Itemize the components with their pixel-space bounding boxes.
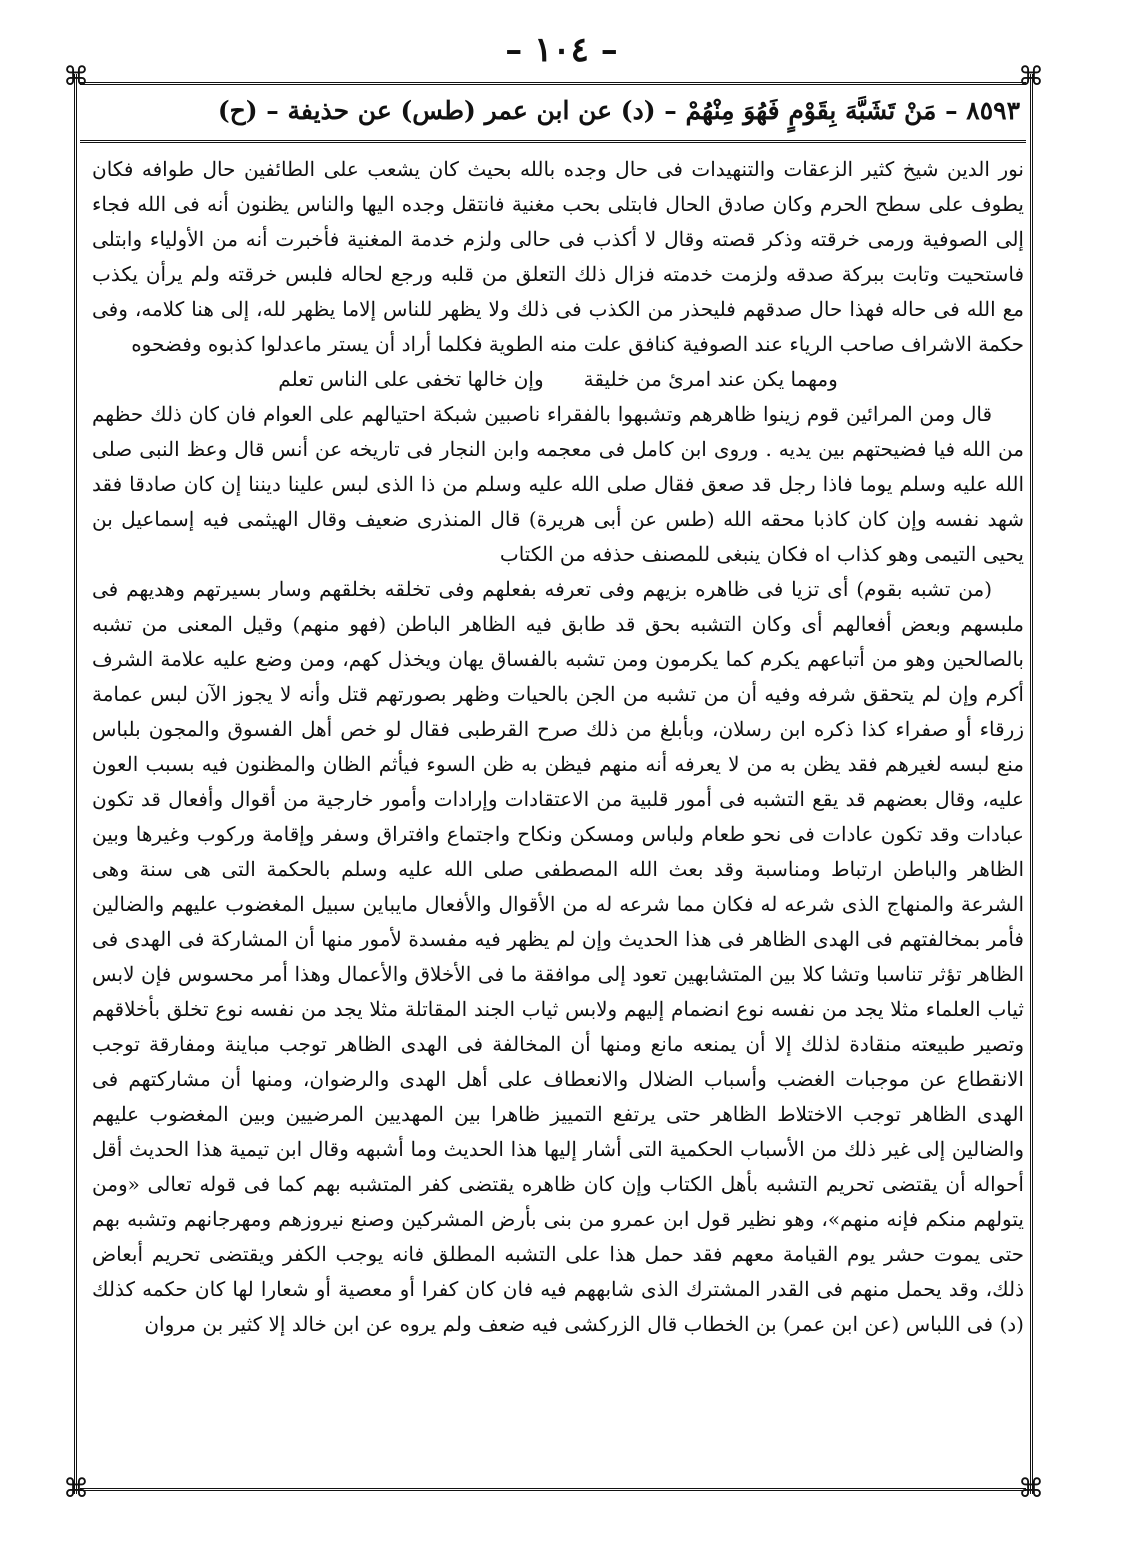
commentary-body [92, 152, 1024, 1342]
commentary-paragraph: قال ومن المرائين قوم زينوا ظاهرهم وتشبهوا بالفقراء ناصبين شبكة احتيالهم على العوام فان كان ذلك حظهم من الله فيا فضيحتهم بين يديه . وروى ابن كامل فى معجمه وابن النجار فى تاريخه عن أنس قال وعظ النبى صلى الله عليه وسلم يوما فاذا رجل قد صعق فقال صلى الله عليه وسلم من ذا الذى لبس علينا ديننا إن كان صادقا فقد شهد نفسه وإن كان كاذبا محقه الله (طس عن أبى هريرة) قال المنذرى ضعيف وقال الهيثمى فيه إسماعيل بن يحيى التيمى وهو كذاب اه فكان ينبغى للمصنف حذفه من الكتاب [92, 402, 1024, 566]
poetry-verse [92, 362, 1024, 397]
commentary-paragraph: نور الدين شيخ كثير الزعقات والتنهيدات فى حال وجده بالله بحيث كان يشعب على الطائفين حال طوافه فكان يطوف على سطح الحرم وكان صادق الحال فابتلى بحب مغنية فانتقل وجده اليها والناس يظنون أنه فى الله فجاء إلى الصوفية ورمى خرقته وذكر قصته وقال لا أكذب فى حالى ولزم خدمة المغنية فأخبرت أنه من الأولياء وابتلى فاستحيت وتابت ببركة صدقه ولزمت خدمته فزال ذلك التعلق من قلبه ورجع لحاله فلبس خرقته ولم يرأن يكذب مع الله فى حاله فهذا حال صدقهم فليحذر من الكذب فى ذلك ولا يظهر للناس إلاما يظهر لله، إلى هنا كلامه، وفى حكمة الاشراف صاحب الرياء عند الصوفية كنافق علت منه الطوية فكلما أراد أن يستر ماعدلوا كذبوه وفضحوه [92, 157, 1025, 356]
corner-ornament-icon: ⌘ [1018, 1474, 1044, 1504]
verse-first-hemistich: ومهما يكن عند امرئ من خليقة [583, 367, 838, 391]
verse-second-hemistich: وإن خالها تخفى على الناس تعلم [278, 367, 544, 391]
top-rule [80, 82, 1026, 88]
commentary-paragraph: (من تشبه بقوم) أى تزيا فى ظاهره بزيهم وفى تعرفه بفعلهم وفى تخلقه بخلقهم وسار بسيرتهم وهديهم فى ملبسهم وبعض أفعالهم أى وكان التشبه بحق قد طابق فيه الظاهر الباطن (فهو منهم) وقيل المعنى من تشبه بالصالحين وهو من أتباعهم يكرم كما يكرمون ومن تشبه بالفساق يهان ويخذل كهم، ومن وضع عليه علامة الشرف أكرم وإن لم يتحقق شرفه وفيه أن من تشبه من الجن بالحيات وظهر بصورتهم قتل وأنه لا يجوز الآن لبس عمامة زرقاء أو صفراء كذا ذكره ابن رسلان، وبأبلغ من ذلك صرح القرطبى فقال لو خص أهل الفسوق والمجون بلباس منع لبسه لغيرهم فقد يظن به من لا يعرفه أنه منهم فيظن به ظن السوء فيأثم الظان والمظنون فيه بسبب العون عليه، وقال بعضهم قد يقع التشبه فى أمور قلبية من الاعتقادات وإرادات وأمور خارجية من أقوال وأفعال قد تكون عبادات وقد تكون عادات فى نحو طعام ولباس ومسكن ونكاح واجتماع وافتراق وسفر وإقامة وركوب وغيرها وبين الظاهر والباطن ارتباط ومناسبة وقد بعث الله المصطفى صلى الله عليه وسلم بالحكمة التى هى سنة وهى الشرعة والمنهاج الذى شرعه له فكان مما شرعه له من الأقوال والأفعال مايباين سبيل المغضوب عليهم والضالين فأمر بمخالفتهم فى الهدى الظاهر فى هذا الحديث وإن لم يظهر فيه مفسدة لأمور منها أن المشاركة فى الهدى فى الظاهر تؤثر تناسبا وتشا كلا بين المتشابهين تعود إلى موافقة ما فى الأخلاق والأعمال وهذا أمر محسوس فإن لابس ثياب العلماء مثلا يجد من نفسه نوع انضمام إليهم ولابس ثياب الجند المقاتلة مثلا يجد من نفسه نوع تخلق بأخلاقهم وتصير طبيعته منقادة لذلك إلا أن يمنعه مانع ومنها أن المخالفة فى الهدى الظاهر توجب مباينة ومفارقة توجب الانقطاع عن موجبات الغضب وأسباب الضلال والانعطاف على أهل الهدى والرضوان، ومنها أن مشاركتهم فى الهدى الظاهر توجب الاختلاط الظاهر حتى يرتفع التمييز ظاهرا بين المهديين المرضيين وبين المغضوب عليهم والضالين إلى غير ذلك من الأسباب الحكمية التى أشار إليها هذا الحديث وما أشبهه وقال ابن تيمية هذا الحديث أقل أحواله أن يقتضى تحريم التشبه بأهل الكتاب وإن كان ظاهره يقتضى كفر المتشبه بهم كما فى قوله تعالى «ومن يتولهم منكم فإنه منهم»، وهو نظير قول ابن عمرو من بنى بأرض المشركين وصنع نيروزهم ومهرجانهم وتشبه بهم حتى يموت حشر يوم القيامة معهم فقد حمل هذا على التشبه المطلق فانه يوجب الكفر ويقتضى تحريم أبعاض ذلك، وقد يحمل منهم فى القدر المشترك الذى شابههم فيه فان كان كفرا أو معصية أو شعارا لها كان حكمه كذلك (د) فى اللباس (عن ابن عمر) بن الخطاب قال الزركشى فيه ضعف ولم يروه عن ابن خالد إلا كثير بن مروان [92, 577, 1024, 1336]
corner-ornament-icon: ⌘ [63, 1474, 89, 1504]
bottom-rule [80, 1488, 1026, 1494]
hadith-header: ٨٥٩٣ – مَنْ تَشَبَّهَ بِقَوْمٍ فَهُوَ مِنْهُمْ – (د) عن ابن عمر (طس) عن حذيفة – (ح) [217, 96, 1020, 125]
corner-ornament-icon: ⌘ [1018, 62, 1044, 92]
header-rule [80, 140, 1026, 146]
corner-ornament-icon: ⌘ [63, 62, 89, 92]
right-border [1030, 74, 1036, 1494]
left-border [74, 74, 80, 1494]
page-number: – ١٠٤ – [505, 30, 618, 70]
